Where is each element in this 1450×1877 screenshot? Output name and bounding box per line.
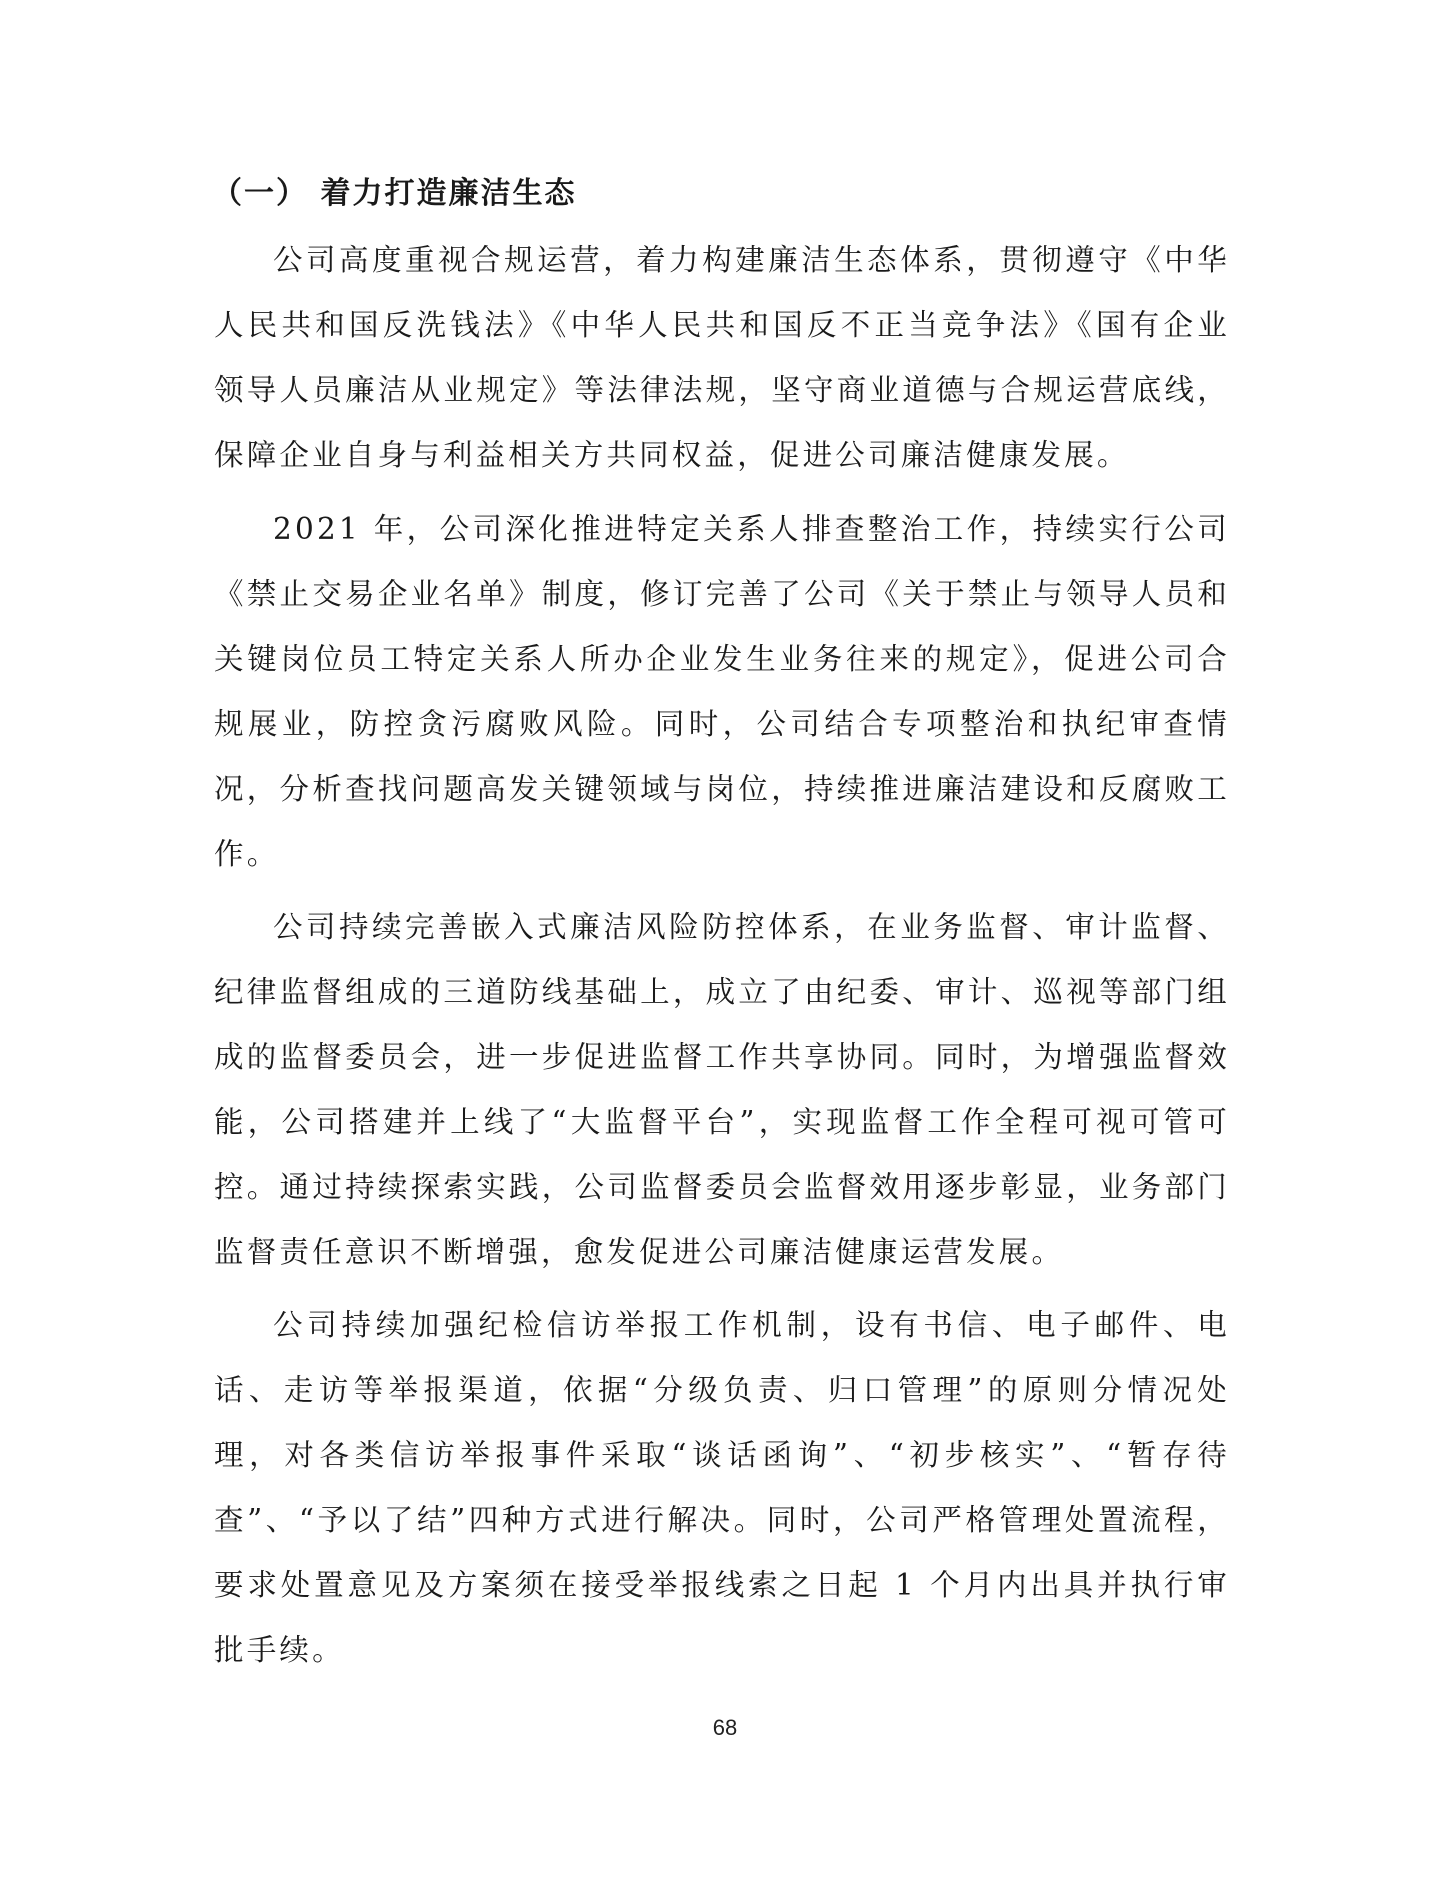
paragraph-risk-control-system: 公司持续完善嵌入式廉洁风险防控体系，在业务监督、审计监督、纪律监督组成的三道防线基础上，成立了由纪委、审计、巡视等部门组成的监督委员会，进一步促进监督工作共享协同。同时，为增强监督效能，公司搭建并上线了“大监督平台”，实现监督工作全程可视可管可控。通过持续探索实践，公司监督委员会监督效用逐步彰显，业务部门监督责任意识不断增强，愈发促进公司廉洁健康运营发展。 bbox=[214, 910, 1230, 1269]
paragraph-related-party-screening: 2021 年，公司深化推进特定关系人排查整治工作，持续实行公司《禁止交易企业名单》制度，修订完善了公司《关于禁止与领导人员和关键岗位员工特定关系人所办企业发生业务往来的规定》，促进公司合规展业，防控贪污腐败风险。同时，公司结合专项整治和执纪审查情况，分析查找问题高发关键领域与岗位，持续推进廉洁建设和反腐败工作。 bbox=[214, 512, 1230, 871]
section-heading: （一） 着力打造廉洁生态 bbox=[212, 176, 577, 211]
paragraph-integrity-ecosystem: 公司高度重视合规运营，着力构建廉洁生态体系，贯彻遵守《中华人民共和国反洗钱法》《中华人民共和国反不正当竞争法》《国有企业领导人员廉洁从业规定》等法律法规，坚守商业道德与合规运营底线，保障企业自身与利益相关方共同权益，促进公司廉洁健康发展。 bbox=[214, 243, 1230, 472]
page-number: 68 bbox=[712, 1715, 738, 1740]
paragraph-whistleblowing-mechanism: 公司持续加强纪检信访举报工作机制，设有书信、电子邮件、电话、走访等举报渠道，依据“分级负责、归口管理”的原则分情况处理，对各类信访举报事件采取“谈话函询”、“初步核实”、“暂存待查”、“予以了结”四种方式进行解决。同时，公司严格管理处置流程，要求处置意见及方案须在接受举报线索之日起 1 个月内出具并执行审批手续。 bbox=[214, 1308, 1230, 1667]
